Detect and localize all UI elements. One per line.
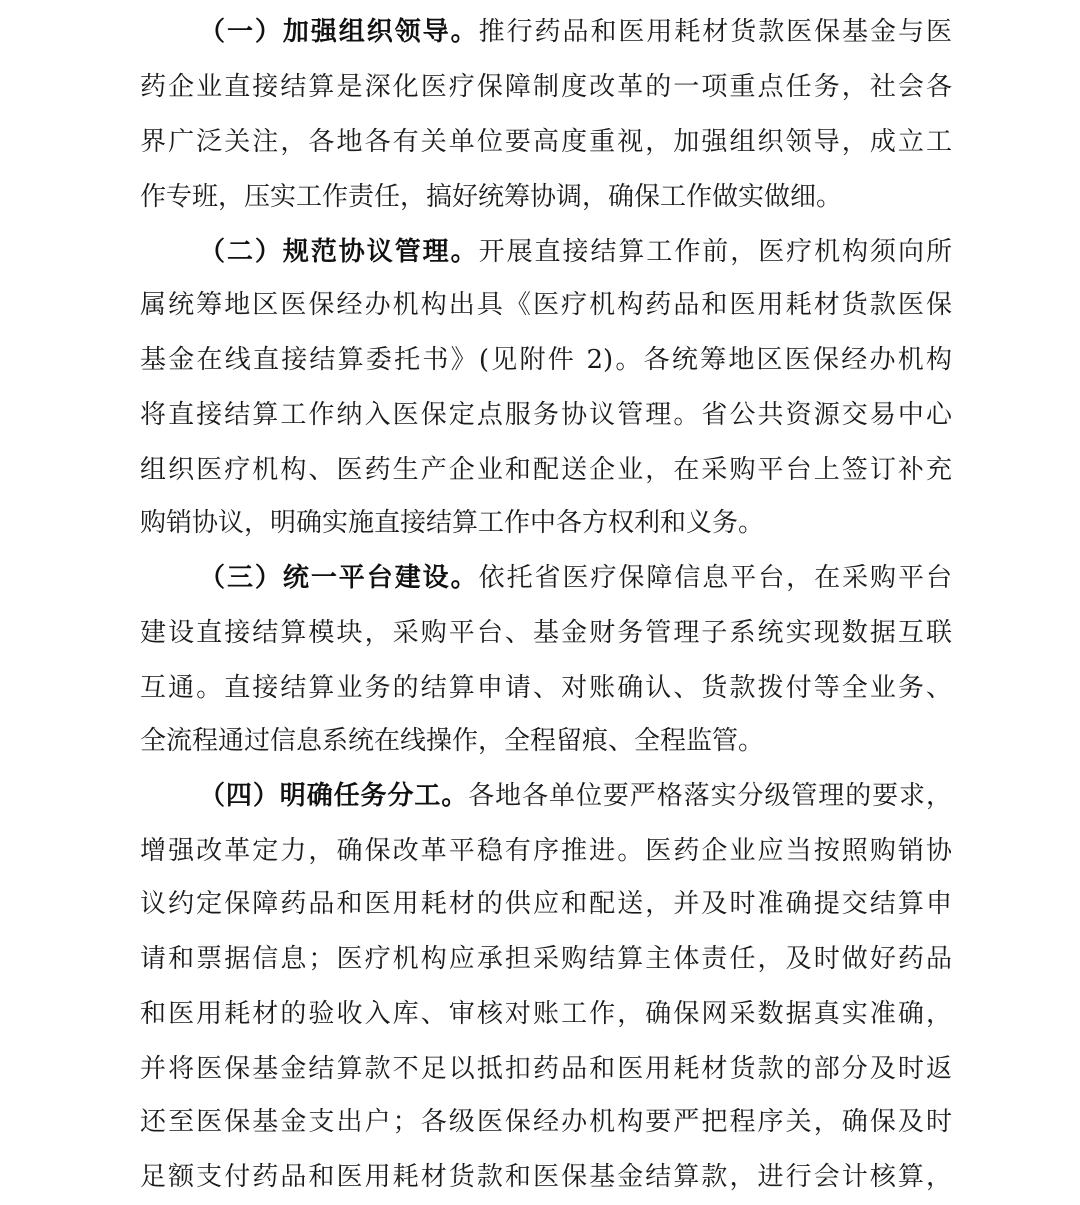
paragraph-line: 将直接结算工作纳入医保定点服务协议管理。省公共资源交易中心 xyxy=(140,400,952,430)
paragraph-line: 请和票据信息；医疗机构应承担采购结算主体责任，及时做好药品 xyxy=(140,944,952,974)
paragraph-line: 全流程通过信息系统在线操作，全程留痕、全程监管。 xyxy=(140,726,765,756)
paragraph-text: 各地各单位要严格落实分级管理的要求， xyxy=(468,781,952,811)
paragraph-line xyxy=(199,776,952,816)
paragraph-line: 议约定保障药品和医用耗材的供应和配送，并及时准确提交结算申 xyxy=(140,889,952,919)
paragraph-line: 作专班，压实工作责任，搞好统筹协调，确保工作做实做细。 xyxy=(140,182,843,212)
paragraph-line: 并将医保基金结算款不足以抵扣药品和医用耗材货款的部分及时返 xyxy=(140,1054,952,1084)
paragraph-line: 建设直接结算模块，采购平台、基金财务管理子系统实现数据互联 xyxy=(140,618,952,648)
paragraph-line: 基金在线直接结算委托书》(见附件 2)。各统筹地区医保经办机构 xyxy=(140,345,952,375)
paragraph-line xyxy=(199,232,952,272)
section-heading: （三）统一平台建设。 xyxy=(199,563,479,593)
paragraph-line: 还至医保基金支出户；各级医保经办机构要严把程序关，确保及时 xyxy=(140,1107,952,1137)
section-heading: （一）加强组织领导。 xyxy=(199,17,479,47)
paragraph-line: 和医用耗材的验收入库、审核对账工作，确保网采数据真实准确， xyxy=(140,999,952,1029)
paragraph-line: 购销协议，明确实施直接结算工作中各方权利和义务。 xyxy=(140,508,765,538)
paragraph-line: 药企业直接结算是深化医疗保障制度改革的一项重点任务，社会各 xyxy=(140,72,952,102)
paragraph-line: 界广泛关注，各地各有关单位要高度重视，加强组织领导，成立工 xyxy=(140,127,952,157)
paragraph-text: 开展直接结算工作前，医疗机构须向所 xyxy=(478,237,952,267)
paragraph-line: 组织医疗机构、医药生产企业和配送企业，在采购平台上签订补充 xyxy=(140,455,952,485)
paragraph-text: 依托省医疗保障信息平台，在采购平台 xyxy=(478,563,952,593)
paragraph-text: 推行药品和医用耗材货款医保基金与医 xyxy=(478,17,952,47)
paragraph-line xyxy=(199,12,952,52)
section-heading: （四）明确任务分工。 xyxy=(199,781,469,811)
paragraph-line: 足额支付药品和医用耗材货款和医保基金结算款，进行会计核算， xyxy=(140,1162,952,1192)
paragraph-line xyxy=(199,558,952,598)
paragraph-line: 增强改革定力，确保改革平稳有序推进。医药企业应当按照购销协 xyxy=(140,836,952,866)
paragraph-line: 互通。直接结算业务的结算申请、对账确认、货款拨付等全业务、 xyxy=(140,673,952,703)
paragraph-line: 属统筹地区医保经办机构出具《医疗机构药品和医用耗材货款医保 xyxy=(140,290,952,320)
section-heading: （二）规范协议管理。 xyxy=(199,237,479,267)
